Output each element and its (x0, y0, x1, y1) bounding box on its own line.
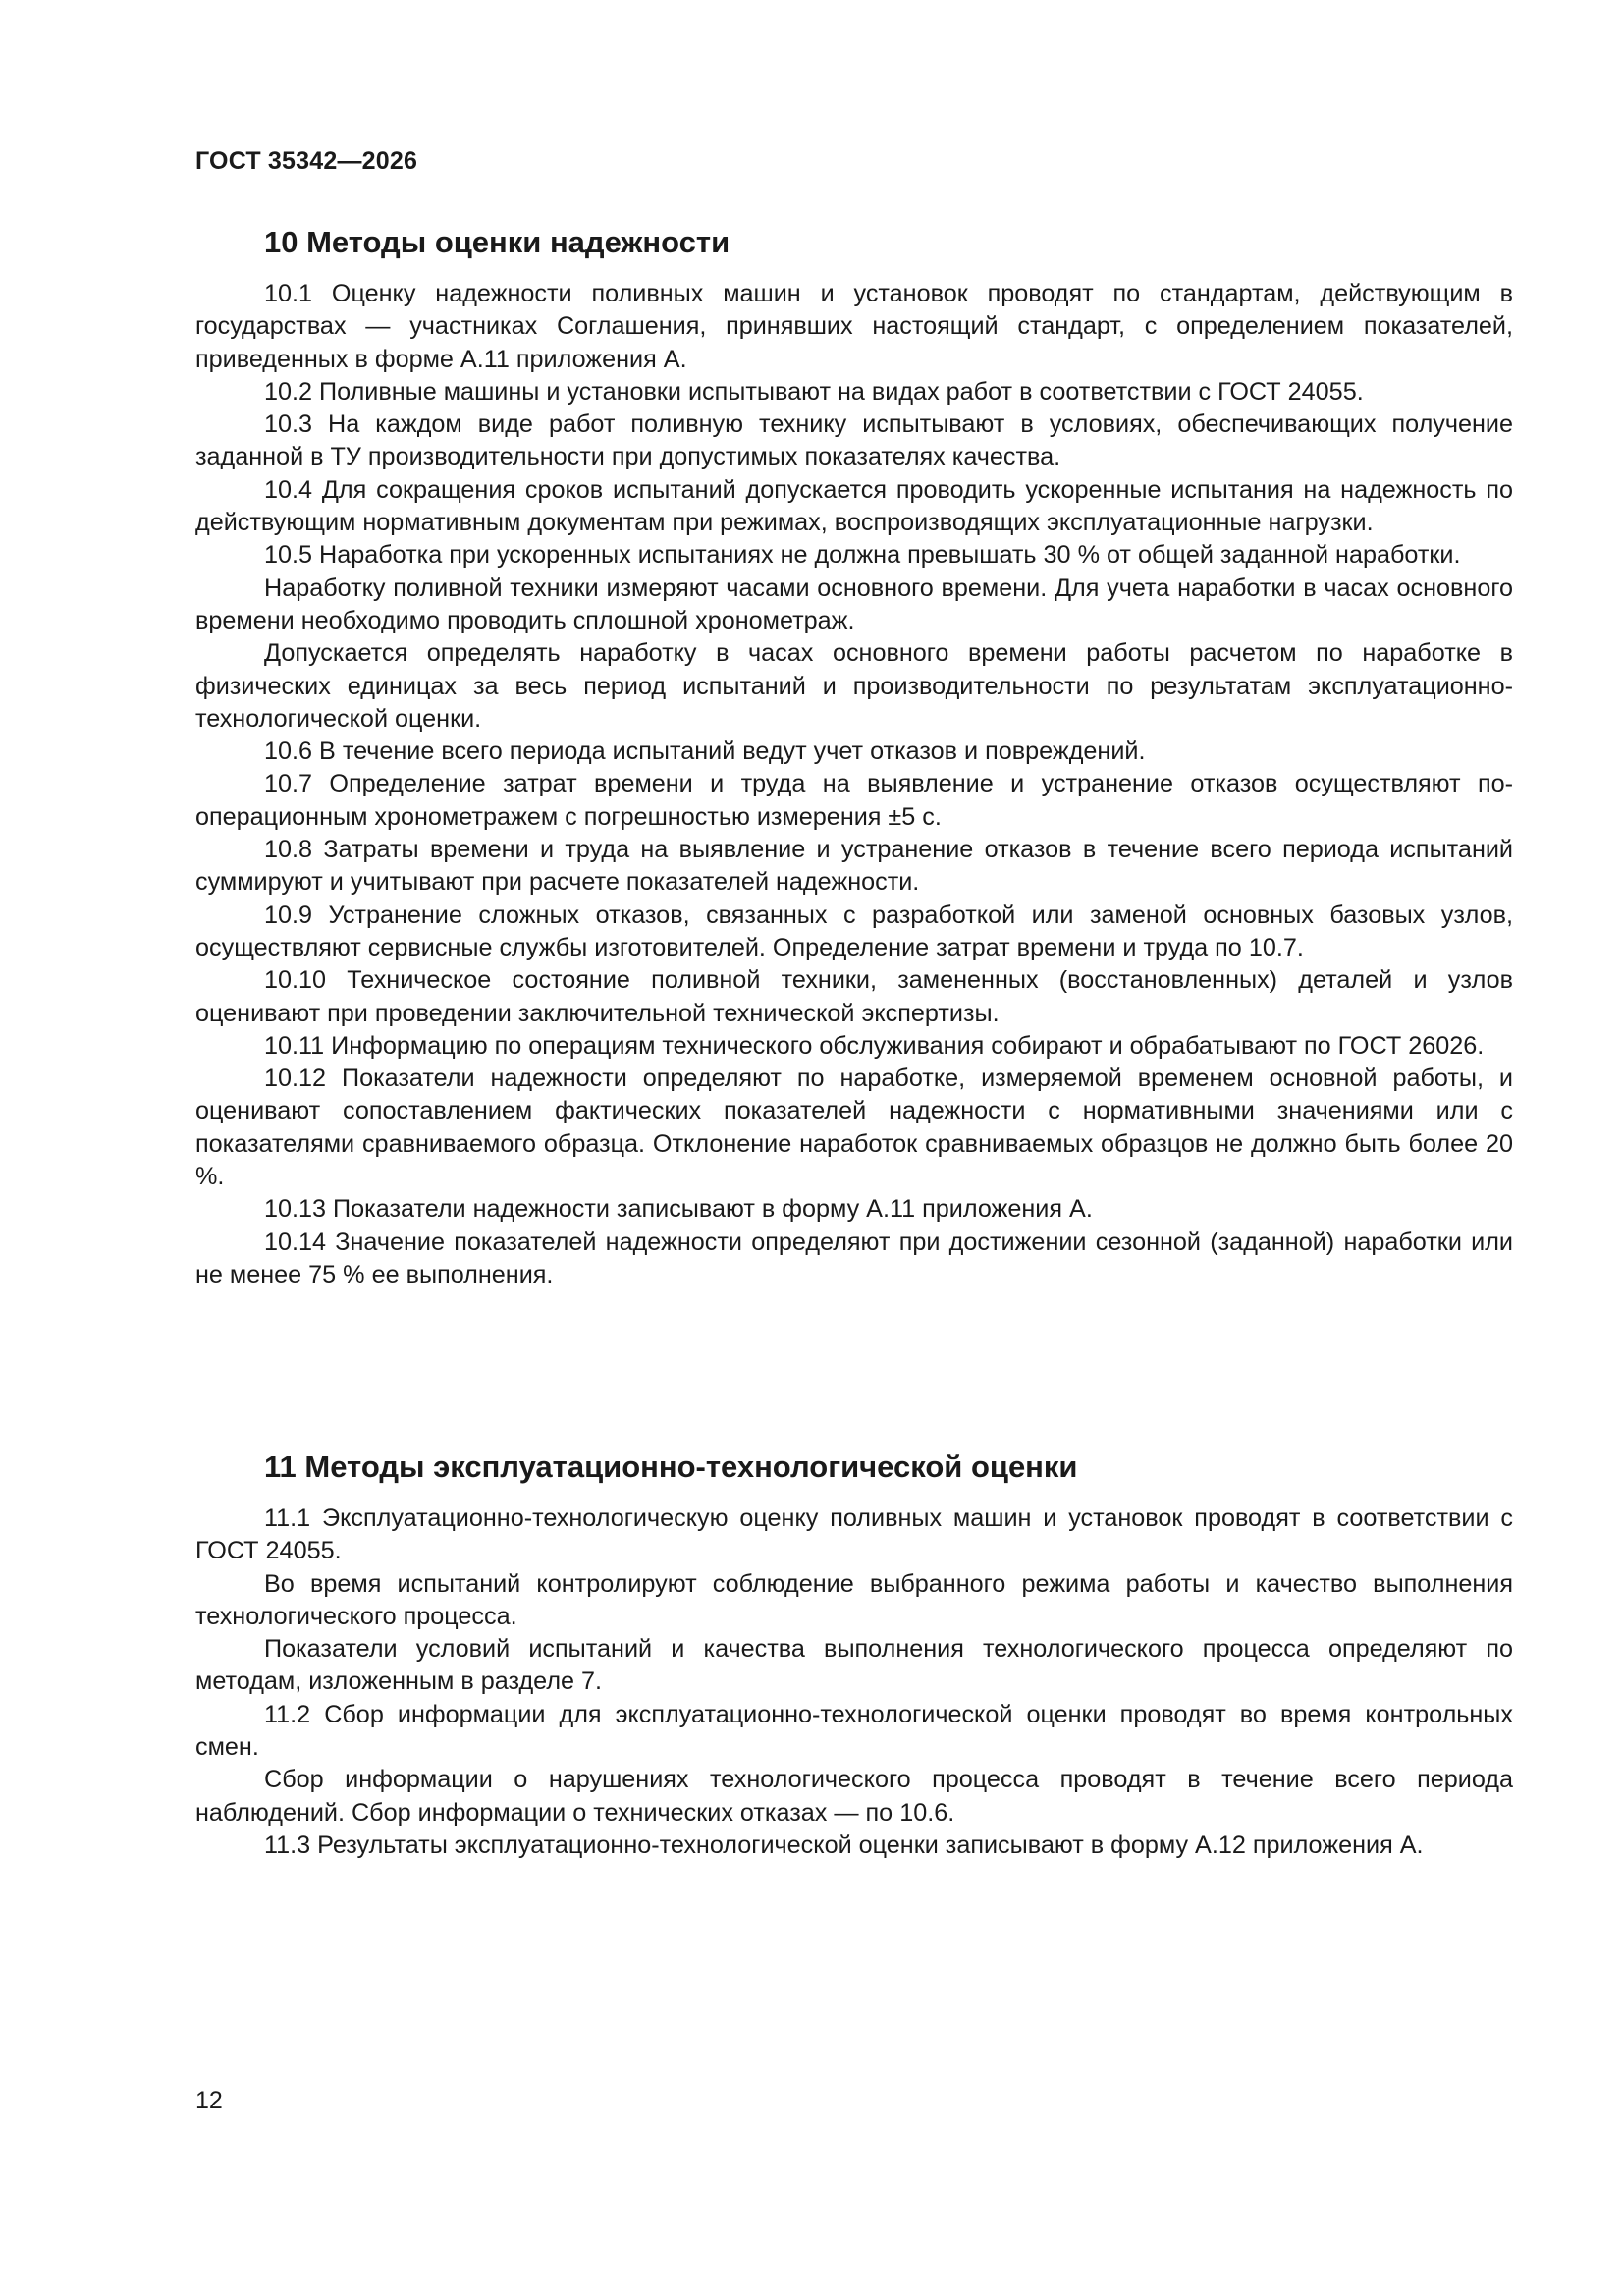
paragraph-11-1-a: Во время испытаний контролируют соблюдение выбранного режима работы и качество выполнения технологического процесса. (195, 1569, 1513, 1630)
section-title: 11 Методы эксплуатационно-технологической оценки (264, 1449, 1078, 1484)
paragraph-10-5-b: Допускается определять наработку в часах основного времени работы расчетом по наработке в физических единицах за весь период испытаний и производительности по результатам эксплуатационно-технологической оценки. (195, 639, 1513, 733)
paragraph-10-4: 10.4 Для сокращения сроков испытаний допускается проводить ускоренные испытания на надежность по действующим нормативным документам при режимах, воспроизводящих эксплуатационные нагрузки. (195, 475, 1513, 537)
paragraph-10-5: 10.5 Наработка при ускоренных испытаниях не должна превышать 30 % от общей заданной наработки. (264, 541, 1461, 570)
paragraph-11-1-b: Показатели условий испытаний и качества выполнения технологического процесса определяют по методам, изложенным в разделе 7. (195, 1635, 1513, 1696)
paragraph-10-10: 10.10 Техническое состояние поливной техники, замененных (восстановленных) деталей и узлов оценивают при проведении заключительной технической экспертизы. (195, 966, 1513, 1027)
section-10-reliability (195, 221, 1513, 1291)
paragraph-10-2: 10.2 Поливные машины и установки испытывают на видах работ в соответствии с ГОСТ 24055. (264, 377, 1364, 406)
paragraph-10-12: 10.12 Показатели надежности определяют по наработке, измеряемой временем основной работы, и оценивают сопоставлением фактических показателей надежности с нормативными значениями или с показателями сравниваемого образца. Отклонение наработок сравниваемых образцов не должно быть более 20 %. (195, 1065, 1513, 1191)
paragraph-10-1: 10.1 Оценку надежности поливных машин и установок проводят по стандартам, действующим в государствах — участниках Соглашения, принявших настоящий стандарт, с определением показателей, приведенных в форме А.11 приложения А. (195, 280, 1513, 373)
section-title: 10 Методы оценки надежности (264, 225, 730, 259)
paragraph-11-3: 11.3 Результаты эксплуатационно-технологической оценки записывают в форму А.12 приложения А. (264, 1831, 1424, 1859)
paragraph-11-2-a: Сбор информации о нарушениях технологического процесса проводят в течение всего периода наблюдений. Сбор информации о технических отказах — по 10.6. (195, 1766, 1513, 1827)
paragraph-10-7: 10.7 Определение затрат времени и труда на выявление и устранение отказов осуществляют пооперационным хронометражем с погрешностью измерения ±5 с. (195, 770, 1513, 831)
paragraph-10-11: 10.11 Информацию по операциям технического обслуживания собирают и обрабатывают по ГОСТ 26026. (264, 1031, 1485, 1060)
page-number: 12 (195, 2087, 223, 2114)
paragraph-10-3: 10.3 На каждом виде работ поливную технику испытывают в условиях, обеспечивающих получение заданной в ТУ производительности при допустимых показателях качества. (195, 410, 1513, 471)
paragraph-11-1: 11.1 Эксплуатационно-технологическую оценку поливных машин и установок проводят в соответствии с ГОСТ 24055. (195, 1504, 1513, 1565)
paragraph-10-13: 10.13 Показатели надежности записывают в форму А.11 приложения А. (264, 1195, 1093, 1224)
paragraph-10-8: 10.8 Затраты времени и труда на выявление и устранение отказов в течение всего периода испытаний суммируют и учитывают при расчете показателей надежности. (195, 836, 1513, 897)
paragraph-10-14: 10.14 Значение показателей надежности определяют при достижении сезонной (заданной) наработки или не менее 75 % ее выполнения. (195, 1228, 1513, 1288)
section-11-operational-assessment (195, 1446, 1513, 1862)
paragraph-10-9: 10.9 Устранение сложных отказов, связанных с разработкой или заменой основных базовых узлов, осуществляют сервисные службы изготовителей. Определение затрат времени и труда по 10.7. (195, 901, 1513, 961)
document-header: ГОСТ 35342—2026 (195, 147, 418, 175)
paragraph-10-5-a: Наработку поливной техники измеряют часами основного времени. Для учета наработки в часах основного времени необходимо проводить сплошной хронометраж. (195, 574, 1513, 634)
paragraph-11-2: 11.2 Сбор информации для эксплуатационно-технологической оценки проводят во время контрольных смен. (195, 1700, 1513, 1762)
paragraph-10-6: 10.6 В течение всего периода испытаний ведут учет отказов и повреждений. (264, 738, 1146, 766)
